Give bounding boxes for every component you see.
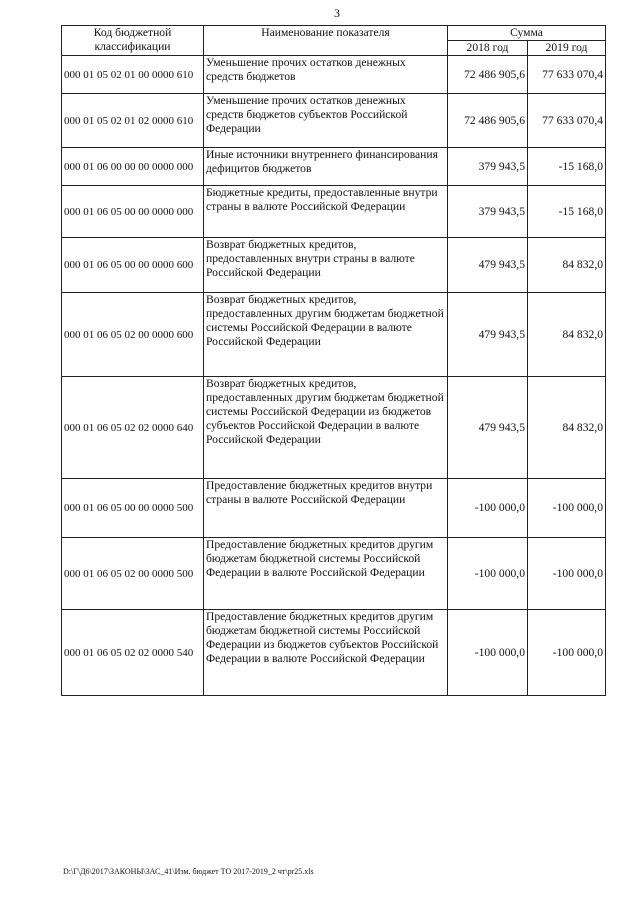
table-row bbox=[62, 479, 606, 538]
row-code: 000 01 06 05 00 00 0000 500 bbox=[62, 479, 204, 538]
table-row bbox=[62, 94, 606, 148]
row-code: 000 01 06 05 02 02 0000 640 bbox=[62, 377, 204, 479]
header-year-2019: 2019 год bbox=[528, 41, 606, 56]
row-value-2019: 77 633 070,4 bbox=[528, 56, 606, 94]
header-name: Наименование показателя bbox=[204, 26, 448, 56]
row-code: 000 01 06 05 02 00 0000 500 bbox=[62, 538, 204, 610]
page-number: 3 bbox=[334, 6, 340, 20]
row-name: Уменьшение прочих остатков денежных средств бюджетов bbox=[204, 56, 448, 94]
footer-file-path: D:\Г\Д6\2017\ЗАКОНЫ\ЗАС_41\Изм. бюджет ТО 2017-2019_2 чт\pr25.xls bbox=[63, 867, 314, 876]
row-value-2018: 379 943,5 bbox=[448, 186, 528, 238]
row-value-2019: -15 168,0 bbox=[528, 186, 606, 238]
row-value-2018: -100 000,0 bbox=[448, 538, 528, 610]
header-sum: Сумма bbox=[448, 26, 606, 41]
row-value-2019: 84 832,0 bbox=[528, 377, 606, 479]
table-row bbox=[62, 377, 606, 479]
row-code: 000 01 06 05 02 00 0000 600 bbox=[62, 293, 204, 377]
row-name: Уменьшение прочих остатков денежных средств бюджетов субъектов Российской Федерации bbox=[204, 94, 448, 148]
table-row bbox=[62, 186, 606, 238]
row-value-2018: 479 943,5 bbox=[448, 238, 528, 293]
row-value-2018: -100 000,0 bbox=[448, 610, 528, 696]
row-value-2018: 479 943,5 bbox=[448, 377, 528, 479]
row-name: Предоставление бюджетных кредитов другим бюджетам бюджетной системы Российской Федерации в валюте Российской Федерации bbox=[204, 538, 448, 610]
row-code: 000 01 06 00 00 00 0000 000 bbox=[62, 148, 204, 186]
row-code: 000 01 06 05 00 00 0000 000 bbox=[62, 186, 204, 238]
table-row bbox=[62, 148, 606, 186]
row-name: Возврат бюджетных кредитов, предоставленных другим бюджетам бюджетной системы Российской Федерации в валюте Российской Федерации bbox=[204, 293, 448, 377]
row-value-2018: -100 000,0 bbox=[448, 479, 528, 538]
row-value-2019: 77 633 070,4 bbox=[528, 94, 606, 148]
row-code: 000 01 06 05 02 02 0000 540 bbox=[62, 610, 204, 696]
row-name: Предоставление бюджетных кредитов другим бюджетам бюджетной системы Российской Федерации из бюджетов субъектов Российской Федерации в валюте Российской Федерации bbox=[204, 610, 448, 696]
row-code: 000 01 05 02 01 00 0000 610 bbox=[62, 56, 204, 94]
table-row bbox=[62, 56, 606, 94]
row-code: 000 01 06 05 00 00 0000 600 bbox=[62, 238, 204, 293]
row-code: 000 01 05 02 01 02 0000 610 bbox=[62, 94, 204, 148]
row-name: Возврат бюджетных кредитов, предоставленных внутри страны в валюте Российской Федерации bbox=[204, 238, 448, 293]
row-value-2018: 479 943,5 bbox=[448, 293, 528, 377]
budget-table bbox=[61, 25, 606, 696]
row-value-2019: -100 000,0 bbox=[528, 610, 606, 696]
row-value-2018: 379 943,5 bbox=[448, 148, 528, 186]
row-value-2019: -100 000,0 bbox=[528, 479, 606, 538]
row-name: Предоставление бюджетных кредитов внутри страны в валюте Российской Федерации bbox=[204, 479, 448, 538]
row-name: Иные источники внутреннего финансирования дефицитов бюджетов bbox=[204, 148, 448, 186]
table-row bbox=[62, 538, 606, 610]
header-code: Код бюджетной классификации bbox=[62, 26, 204, 56]
table-row bbox=[62, 610, 606, 696]
row-value-2019: -15 168,0 bbox=[528, 148, 606, 186]
row-value-2018: 72 486 905,6 bbox=[448, 94, 528, 148]
table-row bbox=[62, 238, 606, 293]
row-name: Возврат бюджетных кредитов, предоставленных другим бюджетам бюджетной системы Российской Федерации из бюджетов субъектов Российской Федерации в валюте Российской Федерации bbox=[204, 377, 448, 479]
header-year-2018: 2018 год bbox=[448, 41, 528, 56]
row-name: Бюджетные кредиты, предоставленные внутри страны в валюте Российской Федерации bbox=[204, 186, 448, 238]
row-value-2018: 72 486 905,6 bbox=[448, 56, 528, 94]
row-value-2019: -100 000,0 bbox=[528, 538, 606, 610]
row-value-2019: 84 832,0 bbox=[528, 238, 606, 293]
table-row bbox=[62, 293, 606, 377]
row-value-2019: 84 832,0 bbox=[528, 293, 606, 377]
